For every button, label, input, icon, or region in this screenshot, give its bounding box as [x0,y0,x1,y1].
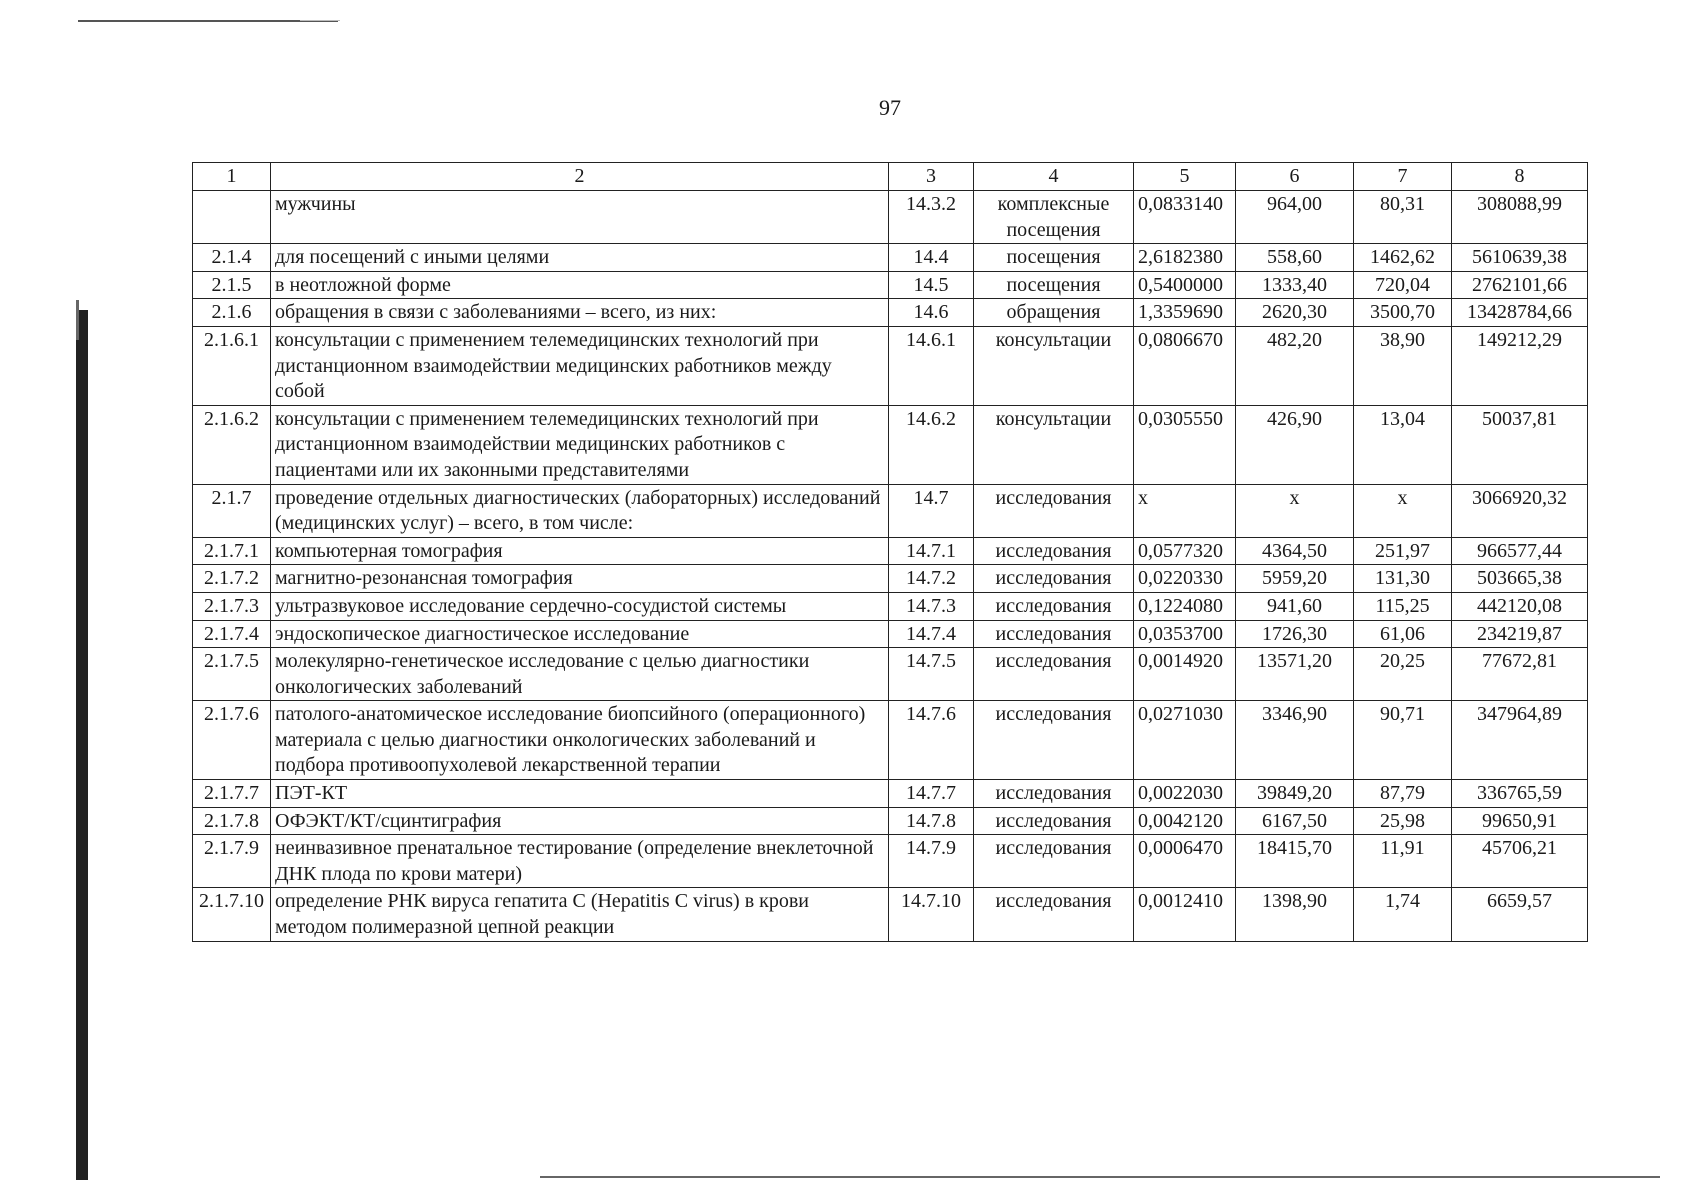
row-norm: 1,74 [1354,888,1452,941]
row-code: 14.4 [889,244,974,272]
row-rate: 0,0806670 [1134,326,1236,405]
row-cost: 426,90 [1236,405,1354,484]
row-total: 13428784,66 [1452,299,1588,327]
row-rate: 2,6182380 [1134,244,1236,272]
row-rate: 0,0577320 [1134,537,1236,565]
row-unit: исследования [974,484,1134,537]
table-row [193,807,1588,835]
left-scan-edge-thin [76,300,79,340]
row-total: 336765,59 [1452,780,1588,808]
row-total: 3066920,32 [1452,484,1588,537]
row-total: 50037,81 [1452,405,1588,484]
row-total: 6659,57 [1452,888,1588,941]
row-rate: 0,0220330 [1134,565,1236,593]
table-body [193,163,1588,942]
row-cost: 13571,20 [1236,648,1354,701]
table-row [193,191,1588,244]
row-number: 2.1.7 [193,484,271,537]
row-unit: консультации [974,405,1134,484]
row-code: 14.7.5 [889,648,974,701]
row-number [193,191,271,244]
row-total: 347964,89 [1452,701,1588,780]
row-unit: исследования [974,620,1134,648]
table-row [193,888,1588,941]
row-name: молекулярно-генетическое исследование с целью диагностики онкологических заболеваний [271,648,889,701]
row-code: 14.7.3 [889,592,974,620]
table-row [193,484,1588,537]
row-rate: 0,0022030 [1134,780,1236,808]
table-row [193,326,1588,405]
row-total: 5610639,38 [1452,244,1588,272]
row-name: мужчины [271,191,889,244]
row-rate: 0,0271030 [1134,701,1236,780]
row-norm: 61,06 [1354,620,1452,648]
row-code: 14.7.4 [889,620,974,648]
row-cost: 39849,20 [1236,780,1354,808]
row-number: 2.1.6.1 [193,326,271,405]
header-cell: 2 [271,163,889,191]
header-cell: 3 [889,163,974,191]
row-code: 14.7.10 [889,888,974,941]
row-cost: 558,60 [1236,244,1354,272]
row-number: 2.1.7.7 [193,780,271,808]
row-unit: исследования [974,780,1134,808]
row-rate: 1,3359690 [1134,299,1236,327]
top-scan-rule-faint [300,20,340,21]
row-code: 14.6.2 [889,405,974,484]
row-number: 2.1.7.5 [193,648,271,701]
row-unit: исследования [974,565,1134,593]
row-norm: х [1354,484,1452,537]
row-total: 966577,44 [1452,537,1588,565]
table-row [193,405,1588,484]
row-cost: 6167,50 [1236,807,1354,835]
row-norm: 13,04 [1354,405,1452,484]
row-code: 14.7.2 [889,565,974,593]
table-row [193,835,1588,888]
header-cell: 5 [1134,163,1236,191]
row-total: 2762101,66 [1452,271,1588,299]
row-unit: обращения [974,299,1134,327]
row-norm: 38,90 [1354,326,1452,405]
row-norm: 251,97 [1354,537,1452,565]
table-row [193,537,1588,565]
page-number: 97 [879,95,901,120]
row-norm: 3500,70 [1354,299,1452,327]
table-row [193,648,1588,701]
row-number: 2.1.7.4 [193,620,271,648]
row-code: 14.7.6 [889,701,974,780]
row-code: 14.3.2 [889,191,974,244]
header-cell: 8 [1452,163,1588,191]
row-total: 99650,91 [1452,807,1588,835]
row-code: 14.7.7 [889,780,974,808]
row-unit: комплексные посещения [974,191,1134,244]
row-name: ПЭТ-КТ [271,780,889,808]
row-cost: 941,60 [1236,592,1354,620]
row-name: определение РНК вируса гепатита С (Hepatitis C virus) в крови методом полимеразной цепной реакции [271,888,889,941]
header-cell: 7 [1354,163,1452,191]
row-rate: 0,0833140 [1134,191,1236,244]
row-number: 2.1.7.6 [193,701,271,780]
header-cell: 4 [974,163,1134,191]
row-norm: 25,98 [1354,807,1452,835]
row-rate: 0,0014920 [1134,648,1236,701]
row-number: 2.1.7.10 [193,888,271,941]
row-code: 14.7.8 [889,807,974,835]
row-name: магнитно-резонансная томография [271,565,889,593]
row-number: 2.1.6.2 [193,405,271,484]
header-cell: 6 [1236,163,1354,191]
row-name: консультации с применением телемедицинских технологий при дистанционном взаимодействии медицинских работников между собой [271,326,889,405]
row-unit: посещения [974,244,1134,272]
left-scan-edge [76,310,88,1180]
table-row [193,244,1588,272]
row-total: 149212,29 [1452,326,1588,405]
row-name: патолого-анатомическое исследование биопсийного (операционного) материала с целью диагностики онкологических заболеваний и подбора противоопухолевой лекарственной терапии [271,701,889,780]
table-row [193,565,1588,593]
row-number: 2.1.5 [193,271,271,299]
row-number: 2.1.7.3 [193,592,271,620]
row-unit: исследования [974,592,1134,620]
row-code: 14.7 [889,484,974,537]
row-rate: 0,0353700 [1134,620,1236,648]
row-norm: 131,30 [1354,565,1452,593]
row-norm: 90,71 [1354,701,1452,780]
header-cell: 1 [193,163,271,191]
table-row [193,271,1588,299]
row-unit: исследования [974,888,1134,941]
row-total: 234219,87 [1452,620,1588,648]
table-row [193,620,1588,648]
row-norm: 80,31 [1354,191,1452,244]
row-rate: 0,0012410 [1134,888,1236,941]
row-rate: 0,0006470 [1134,835,1236,888]
row-unit: исследования [974,835,1134,888]
row-cost: 18415,70 [1236,835,1354,888]
row-norm: 720,04 [1354,271,1452,299]
row-norm: 87,79 [1354,780,1452,808]
row-number: 2.1.7.8 [193,807,271,835]
row-rate: 0,0042120 [1134,807,1236,835]
row-name: ультразвуковое исследование сердечно-сосудистой системы [271,592,889,620]
row-number: 2.1.6 [193,299,271,327]
row-cost: 4364,50 [1236,537,1354,565]
row-cost: 1398,90 [1236,888,1354,941]
row-total: 45706,21 [1452,835,1588,888]
row-number: 2.1.7.1 [193,537,271,565]
row-total: 503665,38 [1452,565,1588,593]
row-name: эндоскопическое диагностическое исследование [271,620,889,648]
row-code: 14.6 [889,299,974,327]
row-code: 14.7.9 [889,835,974,888]
row-cost: 1726,30 [1236,620,1354,648]
row-name: проведение отдельных диагностических (лабораторных) исследований (медицинских услуг) – всего, в том числе: [271,484,889,537]
row-unit: посещения [974,271,1134,299]
table-row [193,299,1588,327]
row-rate: 0,1224080 [1134,592,1236,620]
row-cost: 5959,20 [1236,565,1354,593]
row-unit: исследования [974,537,1134,565]
row-name: в неотложной форме [271,271,889,299]
row-number: 2.1.7.2 [193,565,271,593]
row-cost: 482,20 [1236,326,1354,405]
row-cost: 964,00 [1236,191,1354,244]
row-unit: исследования [974,701,1134,780]
row-norm: 115,25 [1354,592,1452,620]
row-norm: 1462,62 [1354,244,1452,272]
row-norm: 11,91 [1354,835,1452,888]
table-header-row [193,163,1588,191]
row-name: ОФЭКТ/КТ/сцинтиграфия [271,807,889,835]
row-name: неинвазивное пренатальное тестирование (определение внеклеточной ДНК плода по крови матери) [271,835,889,888]
top-scan-rule [78,20,338,22]
row-rate: 0,5400000 [1134,271,1236,299]
tariff-table [192,162,1588,942]
row-name: компьютерная томография [271,537,889,565]
row-rate: 0,0305550 [1134,405,1236,484]
row-number: 2.1.4 [193,244,271,272]
row-code: 14.5 [889,271,974,299]
row-cost: 2620,30 [1236,299,1354,327]
table-row [193,592,1588,620]
table-row [193,701,1588,780]
row-total: 77672,81 [1452,648,1588,701]
row-unit: консультации [974,326,1134,405]
row-name: обращения в связи с заболеваниями – всего, из них: [271,299,889,327]
row-cost: х [1236,484,1354,537]
row-name: консультации с применением телемедицинских технологий при дистанционном взаимодействии медицинских работников с пациентами или их законными представителями [271,405,889,484]
row-unit: исследования [974,807,1134,835]
row-cost: 3346,90 [1236,701,1354,780]
row-total: 442120,08 [1452,592,1588,620]
row-total: 308088,99 [1452,191,1588,244]
row-code: 14.7.1 [889,537,974,565]
bottom-scan-rule [540,1176,1660,1178]
row-name: для посещений с иными целями [271,244,889,272]
row-rate: х [1134,484,1236,537]
table-row [193,780,1588,808]
row-unit: исследования [974,648,1134,701]
row-norm: 20,25 [1354,648,1452,701]
row-cost: 1333,40 [1236,271,1354,299]
row-code: 14.6.1 [889,326,974,405]
row-number: 2.1.7.9 [193,835,271,888]
